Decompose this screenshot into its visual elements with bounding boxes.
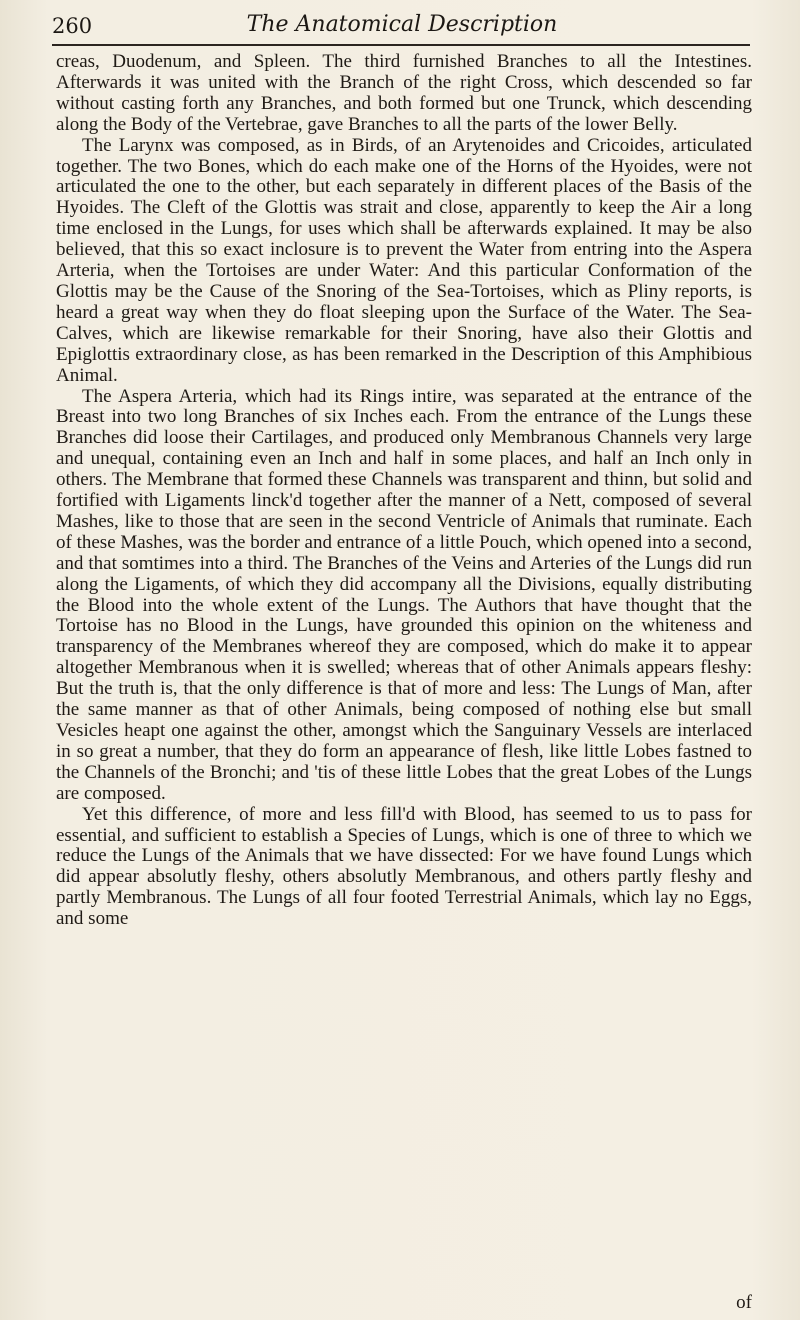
paragraph-aspera-arteria: The Aspera Arteria, which had its Rings intire, was separated at the entrance of the Breast into two long Branches of six Inches each. From the entrance of the Lungs these Branches did loose their Cartilages, and produced only Membranous Channels very large and unequal, containing even an Inch and half in some places, and half an Inch only in others. The Membrane that formed these Channels was transparent and thinn, but solid and fortified with Ligaments linck'd together after the manner of a Nett, composed of several Mashes, like to those that are seen in the second Ventricle of Animals that ruminate. Each of these Mashes, was the border and entrance of a little Pouch, which opened into a second, and that somtimes into a third. The Branches of the Veins and Arteries of the Lungs did run along the Ligaments, of which they did accompany all the Divisions, equally distributing the Blood into the whole extent of the Lungs. The Authors that have thought that the Tortoise has no Blood in the Lungs, have grounded this opinion on the whiteness and transparency of the Membranes whereof they are composed, which do make it to appear altogether Membranous when it is swelled; whereas that of other Animals appears fleshy: But the truth is, that the only difference is that of more and less: The Lungs of Man, after the same manner as that of other Animals, being composed of nothing else but small Vesicles heapt one against the other, amongst which the Sanguinary Vessels are interlaced in so great a number, that they do form an appearance of flesh, like little Lobes fastned to the Channels of the Bronchi; and 'tis of these little Lobes that the great Lobes of the Lungs are composed.: [56, 385, 752, 804]
running-title: The Anatomical Description: [246, 12, 558, 37]
page-header: [52, 12, 752, 52]
paragraph-continuation: creas, Duodenum, and Spleen. The third furnished Branches to all the Intestines. Afterwards it was united with the Branch of the right Cross, which descended so far without casting forth any Branches, and both formed but one Trunck, which descending along the Body of the Vertebrae, gave Branches to all the parts of the lower Belly.: [56, 51, 752, 135]
paragraph-larynx: The Larynx was composed, as in Birds, of an Arytenoides and Cricoides, articulated together. The two Bones, which do each make one of the Horns of the Hyoides, were not articulated the one to the other, but each separately in different places of the Basis of the Hyoides. The Cleft of the Glottis was strait and close, apparently to keep the Air a long time enclosed in the Lungs, for uses which shall be afterwards explained. It may be also believed, that this so exact inclosure is to prevent the Water from entring into the Aspera Arteria, when the Tortoises are under Water: And this particular Conformation of the Glottis may be the Cause of the Snoring of the Sea-Tortoises, which as Pliny reports, is heard a great way when they do float sleeping upon the Surface of the Water. The Sea-Calves, which are likewise remarkable for their Snoring, have also their Glottis and Epiglottis extraordinary close, as has been remarked in the Description of this Amphibious Animal.: [56, 134, 752, 386]
body-text: [56, 52, 752, 930]
catchword: of: [736, 1292, 752, 1313]
page-number: 260: [52, 14, 93, 38]
header-rule: [52, 44, 750, 46]
paragraph-lungs-species: Yet this difference, of more and less fill'd with Blood, has seemed to us to pass for essential, and sufficient to establish a Species of Lungs, which is one of three to which we reduce the Lungs of the Animals that we have dissected: For we have found Lungs which did appear absolutly fleshy, others absolutly Membranous, and others partly fleshy and partly Membranous. The Lungs of all four footed Terrestrial Animals, which lay no Eggs, and some: [56, 803, 752, 930]
